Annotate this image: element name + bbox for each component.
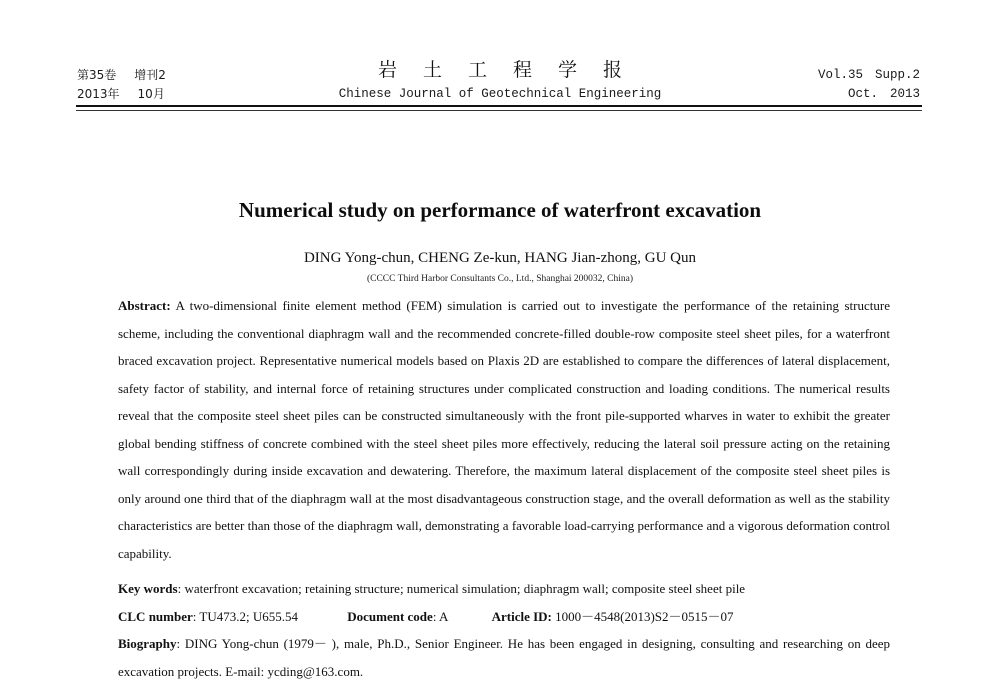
journal-header — [0, 0, 1000, 120]
article-id-label: Article ID: — [491, 609, 552, 624]
header-center — [300, 58, 700, 103]
clc-label: CLC number — [118, 609, 193, 624]
abstract-text: A two-dimensional finite element method (FEM) simulation is carried out to investigate the performance of the retaining structure scheme, including the conventional diaphragm wall and the recommended concrete-filled double-row composite steel sheet piles, for a waterfront braced excavation project. Representative numerical models based on Plaxis 2D are established to compare the differences of lateral displacement, safety factor of stability, and internal force of retaining structures under complicated construction and loading conditions. The numerical results reveal that the composite steel sheet piles can be constructed simultaneously with the front pile-supported wharves in water to exhibit the greater global bending stiffness of concrete combined with the steel sheet piles more effectively, reducing the lateral soil pressure acting on the retaining wall correspondingly during inside excavation and dewatering. Therefore, the maximum lateral displacement of the composite steel sheet piles is only around one third that of the diaphragm wall at the most disadvantageous construction stage, and the overall deformation as well as the stability characteristics are better than those of the diaphragm wall, demonstrating a favorable load-carrying performance and a vigorous deformation control capability. — [118, 298, 890, 561]
doc-value: : A — [432, 609, 449, 624]
affiliation: (CCCC Third Harbor Consultants Co., Ltd., Shanghai 200032, China) — [366, 274, 634, 284]
document-code — [347, 607, 448, 627]
month-cn: 10月 — [137, 87, 165, 101]
article-title: Numerical study on performance of waterfront excavation — [238, 198, 762, 222]
header-rule-thick — [76, 105, 922, 107]
month-en: Oct. — [847, 87, 878, 101]
year-cn: 2013年 — [77, 87, 120, 101]
journal-title-cn: 岩土工程学报 — [377, 59, 648, 81]
doc-label: Document code — [347, 609, 433, 624]
journal-title-en: Chinese Journal of Geotechnical Engineering — [338, 87, 662, 101]
clc-number — [118, 607, 298, 627]
biography-text: : DING Yong-chun (1979－ ), male, Ph.D., Senior Engineer. He has been engaged in designing, consulting and researching on deep excavation projects. E-mail: ycding@163.com. — [118, 636, 890, 679]
keywords-label: Key words — [118, 581, 178, 596]
abstract-label: Abstract: — [118, 298, 171, 313]
clc-value: : TU473.2; U655.54 — [192, 609, 298, 624]
classification-line — [118, 607, 890, 627]
volume-en: Vol.35 — [817, 68, 863, 82]
article-id — [492, 607, 734, 627]
biography-label: Biography — [118, 636, 177, 651]
year-en: 2013 — [889, 87, 920, 101]
author-list: DING Yong-chun, CHENG Ze-kun, HANG Jian-zhong, GU Qun — [303, 250, 697, 266]
keywords — [118, 579, 890, 599]
article-id-value: 1000－4548(2013)S2－0515－07 — [551, 609, 734, 624]
header-right — [818, 66, 920, 104]
issue-cn: 增刊2 — [134, 68, 166, 82]
keywords-text: : waterfront excavation; retaining structure; numerical simulation; diaphragm wall; composite steel sheet pile — [177, 581, 746, 596]
header-rule-thin — [76, 110, 922, 111]
biography — [118, 630, 890, 685]
header-left — [77, 66, 166, 104]
supp-en: Supp.2 — [874, 68, 920, 82]
abstract — [118, 292, 890, 567]
volume-cn: 第35卷 — [77, 68, 117, 82]
